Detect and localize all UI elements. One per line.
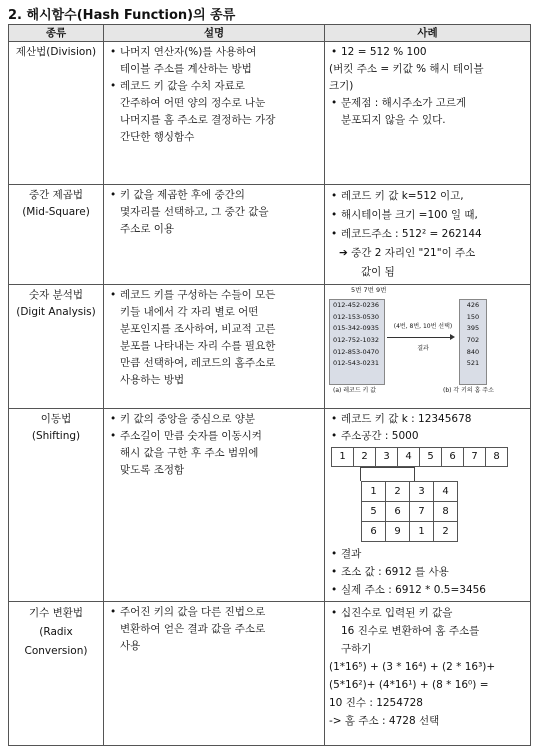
header-desc: 설명 xyxy=(104,25,325,42)
digit-cell: 6 xyxy=(442,448,464,467)
home-address-box xyxy=(459,299,487,385)
record-key: 012-153-0530 xyxy=(333,312,380,321)
record-key: 012-853-0470 xyxy=(333,347,380,356)
shift-grid xyxy=(361,481,458,542)
grid-cell: 6 xyxy=(362,522,386,542)
grid-cell: 9 xyxy=(386,522,410,542)
home-address: 150 xyxy=(466,312,480,321)
table-row-shifting xyxy=(9,409,531,602)
table-header-row xyxy=(9,25,531,42)
table-row-digit-analysis xyxy=(9,285,531,409)
arrow-right-icon xyxy=(387,337,453,338)
list-item: • 문제점 : 해시주소가 고르게 분포되지 않을 수 있다. xyxy=(341,95,526,129)
page-title: 2. 해시함수(Hash Function)의 종류 xyxy=(8,8,236,23)
record-key: 015-342-0935 xyxy=(333,324,380,333)
digit-cell: 8 xyxy=(486,448,508,467)
grid-cell: 5 xyxy=(362,502,386,522)
list-item: • 레코드 키 값 k : 12345678 xyxy=(341,411,526,428)
list-item: • 십진수로 입력된 키 값을 16 진수로 변환하여 홈 주소를 구하기 xyxy=(341,604,526,658)
grid-cell: 1 xyxy=(362,482,386,502)
figure-mid-label: 결과 xyxy=(417,345,429,352)
formula-line: (5*16²)+ (4*16¹) + (8 * 16⁰) = xyxy=(329,679,489,691)
example-text: ➔ 중간 2 자리인 "21"이 주소 xyxy=(339,247,476,259)
record-key: 012-752-1032 xyxy=(333,336,380,345)
formula-line: (1*16⁵) + (3 * 16⁴) + (2 * 16³)+ xyxy=(329,661,496,673)
record-keys-box xyxy=(329,299,385,385)
kind-cell: 제산법(Division) xyxy=(9,42,104,185)
figure-caption: (a) 레코드 키 값 xyxy=(333,387,377,394)
digit-cell: 2 xyxy=(354,448,376,467)
grid-cell: 4 xyxy=(434,482,458,502)
kind-cell: 이동법 (Shifting) xyxy=(9,409,104,602)
grid-cell: 6 xyxy=(386,502,410,522)
list-item: • 결과 xyxy=(341,545,526,563)
digit-analysis-figure xyxy=(329,287,497,399)
home-address: 702 xyxy=(466,336,480,345)
list-item: • 12 = 512 % 100 xyxy=(341,44,526,61)
grid-cell: 3 xyxy=(410,482,434,502)
list-item: • 주소공간 : 5000 xyxy=(341,428,526,445)
example-cell xyxy=(325,409,531,602)
digit-cell: 5 xyxy=(420,448,442,467)
record-key: 012-452-0236 xyxy=(333,301,380,309)
list-item: • 레코드주소 : 512² = 262144 xyxy=(341,225,526,244)
kind-cell: 중간 제곱법 (Mid-Square) xyxy=(9,185,104,285)
key-digits-grid xyxy=(331,447,508,467)
list-item: • 해시테이블 크기 =100 일 때, xyxy=(341,206,526,225)
grid-cell: 7 xyxy=(410,502,434,522)
home-address: 521 xyxy=(466,359,480,368)
list-item: • 레코드 키 값 k=512 이고, xyxy=(341,187,526,206)
list-item: • 실제 주소 : 6912 * 0.5=3456 xyxy=(341,581,526,599)
header-example: 사례 xyxy=(325,25,531,42)
grid-cell: 1 xyxy=(410,522,434,542)
grid-cell: 8 xyxy=(434,502,458,522)
list-item: • 주어진 키의 값을 다른 진법으로 변환하여 얻은 결과 값을 주소로 사용 xyxy=(120,604,320,655)
example-cell xyxy=(325,42,531,185)
figure-top-label: 5번 7번 9번 xyxy=(351,286,387,294)
list-item: • 나머지 연산자(%)를 사용하여 테이블 주소를 계산하는 방법 xyxy=(120,44,320,78)
desc-cell xyxy=(104,185,325,285)
digit-cell: 3 xyxy=(376,448,398,467)
kind-cell: 숫자 분석법 (Digit Analysis) xyxy=(9,285,104,409)
table-row-division xyxy=(9,42,531,185)
digit-cell: 1 xyxy=(332,448,354,467)
list-item: • 키 값을 제곱한 후에 중간의 몇자리를 선택하고, 그 중간 값을 주소로 이용 xyxy=(120,187,320,238)
desc-cell xyxy=(104,602,325,746)
grid-cell: 2 xyxy=(434,522,458,542)
figure-caption: (b) 각 키의 홈 주소 xyxy=(443,387,494,394)
list-item: • 레코드 키 값을 수치 자료로 간주하여 어떤 양의 정수로 나눈 나머지를 홈 주소로 결정하는 가장 간단한 행싱함수 xyxy=(120,78,320,146)
example-cell xyxy=(325,285,531,409)
example-cell xyxy=(325,602,531,746)
formula-line: 10 진수 : 1254728 xyxy=(329,697,423,709)
hash-function-table xyxy=(8,24,531,746)
home-address: 426 xyxy=(466,301,480,309)
example-text: 값이 됨 xyxy=(361,266,395,278)
grid-cell: 2 xyxy=(386,482,410,502)
example-cell xyxy=(325,185,531,285)
kind-cell: 기수 변환법 (Radix Conversion) xyxy=(9,602,104,746)
shift-diagram xyxy=(329,467,526,545)
list-item: • 주소길이 만큼 숫자를 이동시켜 해시 값을 구한 후 주소 범위에 맞도록 조정함 xyxy=(120,428,320,479)
example-text: 크기) xyxy=(329,80,354,92)
header-kind: 종류 xyxy=(9,25,104,42)
desc-cell xyxy=(104,285,325,409)
home-address: 395 xyxy=(466,324,480,333)
list-item: • 조소 값 : 6912 를 사용 xyxy=(341,563,526,581)
digit-cell: 4 xyxy=(398,448,420,467)
record-key: 012-543-0231 xyxy=(333,359,380,368)
home-address: 840 xyxy=(466,347,480,356)
figure-mid-label: (4번, 8번, 10번 선택) xyxy=(393,323,453,330)
list-item: • 키 값의 중앙을 중심으로 양분 xyxy=(120,411,320,428)
table-row-radix-conversion xyxy=(9,602,531,746)
digit-cell: 7 xyxy=(464,448,486,467)
desc-cell xyxy=(104,42,325,185)
table-row-mid-square xyxy=(9,185,531,285)
formula-line: -> 홈 주소 : 4728 선택 xyxy=(329,715,440,727)
example-text: (버킷 주소 = 키값 % 해시 테이블 xyxy=(329,63,484,75)
desc-cell xyxy=(104,409,325,602)
list-item: • 레코드 키를 구성하는 수들이 모든 키들 내에서 각 자리 별로 어떤 분포인지를 조사하여, 비교적 고른 분포를 나타내는 자리 수를 필요한 만큼 선택하여, 레코드의 홈주소로 사용하는 방법 xyxy=(120,287,320,389)
